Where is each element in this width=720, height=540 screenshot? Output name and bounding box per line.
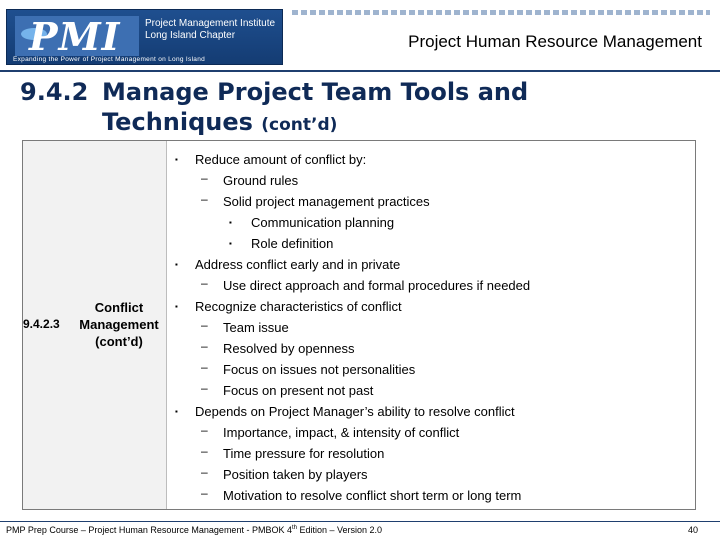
bullet-item-level-2 (175, 275, 685, 296)
footer-superscript: th (291, 525, 297, 531)
pmi-logo-mark (15, 14, 139, 59)
bullet-text: Focus on present not past (223, 383, 374, 398)
bullet-marker-icon: – (201, 318, 208, 332)
bullet-marker-icon: – (201, 486, 208, 500)
bullet-text: Time pressure for resolution (223, 446, 385, 461)
bullet-item-level-2 (175, 317, 685, 338)
content-box (22, 140, 696, 510)
bullet-item-level-2 (175, 422, 685, 443)
bullet-item-level-1 (175, 296, 685, 317)
bullet-marker-icon: ▪ (229, 218, 232, 227)
bullet-marker-icon: – (201, 444, 208, 458)
topic-panel (23, 141, 167, 509)
bullet-marker-icon: ▪ (175, 407, 178, 416)
bullet-item-level-1 (175, 149, 685, 170)
bullet-item-level-2 (175, 191, 685, 212)
bullet-marker-icon: – (201, 360, 208, 374)
bullet-marker-icon: – (201, 381, 208, 395)
bullet-text: Ground rules (223, 173, 299, 188)
organization-name-line2: Long Island Chapter (145, 30, 236, 41)
bullet-text: Depends on Project Manager’s ability to resolve conflict (195, 404, 515, 419)
bullet-text: Position taken by players (223, 467, 368, 482)
slide-title-suffix: (cont’d) (261, 115, 338, 135)
bullet-text: Team issue (223, 320, 289, 335)
bullet-list (175, 149, 685, 506)
page-number: 40 (687, 525, 698, 535)
bullet-text: Role definition (251, 236, 334, 251)
bullet-marker-icon: ▪ (175, 302, 178, 311)
logo-text: PMI (29, 14, 121, 59)
topic-label: Conflict Management (cont’d) (79, 300, 159, 349)
footer-text-main: PMP Prep Course – Project Human Resource Management - PMBOK 4 (6, 525, 292, 535)
bullet-text: Resolved by openness (223, 341, 355, 356)
slide-number: 9.4.2 (20, 78, 89, 106)
bullet-marker-icon: – (201, 276, 208, 290)
bullet-marker-icon: – (201, 423, 208, 437)
bullet-text: Communication planning (251, 215, 395, 230)
organization-name-line1: Project Management Institute (145, 18, 276, 29)
bullet-item-level-2 (175, 380, 685, 401)
bullet-text: Reduce amount of conflict by: (195, 152, 367, 167)
bullet-item-level-3 (175, 233, 685, 254)
pmi-logo (6, 9, 283, 65)
footer-divider (0, 521, 720, 522)
header-title: Project Human Resource Management (408, 32, 702, 51)
bullet-marker-icon: – (201, 465, 208, 479)
bullet-marker-icon: – (201, 339, 208, 353)
bullet-item-level-2 (175, 338, 685, 359)
bullet-item-level-2 (175, 464, 685, 485)
slide-title (20, 77, 700, 140)
bullet-item-level-1 (175, 401, 685, 422)
organization-name (145, 18, 279, 42)
organization-tagline: Expanding the Power of Project Management on Long Island (13, 56, 206, 63)
bullet-text: Recognize characteristics of conflict (195, 299, 402, 314)
bullet-text: Importance, impact, & intensity of conflict (223, 425, 460, 440)
bullet-item-level-2 (175, 359, 685, 380)
bullet-marker-icon: ▪ (229, 239, 232, 248)
bullet-marker-icon: – (201, 171, 208, 185)
header-decorative-bar (292, 10, 710, 15)
bullet-item-level-2 (175, 443, 685, 464)
bullet-text: Address conflict early and in private (195, 257, 401, 272)
bullet-item-level-2 (175, 485, 685, 506)
bullet-text: Motivation to resolve conflict short term or long term (223, 488, 522, 503)
bullet-item-level-2 (175, 170, 685, 191)
header-divider (0, 70, 720, 72)
bullet-item-level-1 (175, 254, 685, 275)
bullet-marker-icon: ▪ (175, 260, 178, 269)
bullet-text: Focus on issues not personalities (223, 362, 416, 377)
footer-text (6, 525, 382, 535)
bullet-marker-icon: ▪ (175, 155, 178, 164)
bullet-text: Solid project management practices (223, 194, 430, 209)
slide-title-line2: Techniques (102, 108, 253, 136)
bullet-item-level-3 (175, 212, 685, 233)
slide-title-line1: Manage Project Team Tools and (102, 78, 529, 106)
bullet-text: Use direct approach and formal procedures if needed (223, 278, 531, 293)
bullet-marker-icon: – (201, 192, 208, 206)
topic-number: 9.4.2.3 (23, 317, 60, 331)
footer-text-edition: Edition – Version 2.0 (296, 525, 383, 535)
